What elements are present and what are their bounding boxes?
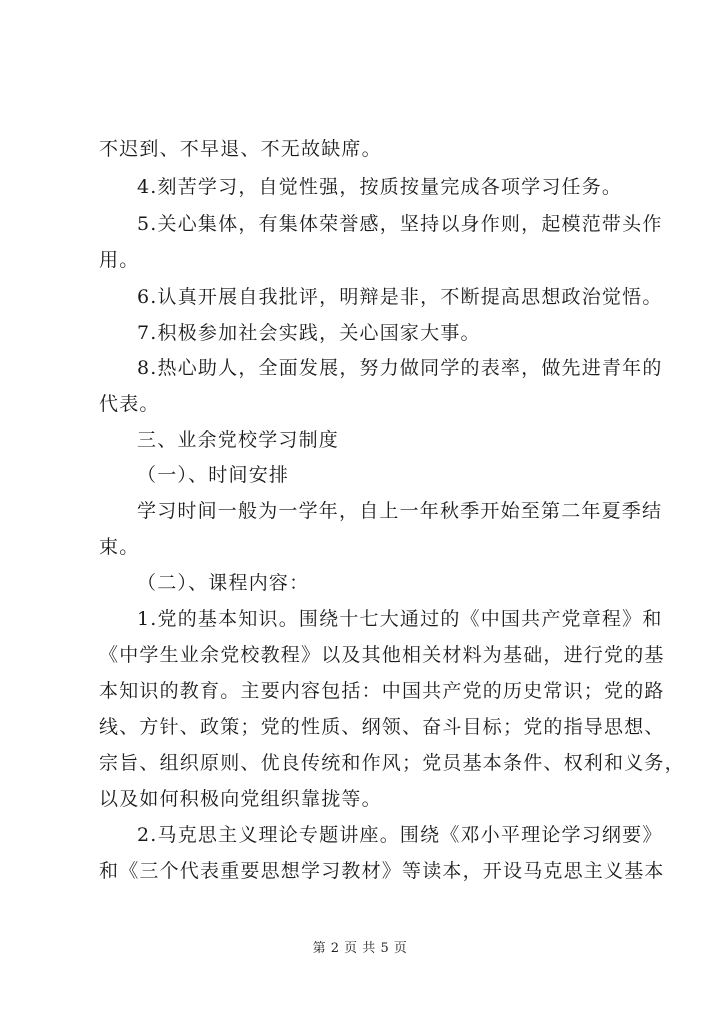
subsection-heading: （一）、时间安排 xyxy=(137,464,290,486)
text-line: 1.党的基本知识。围绕十七大通过的《中国共产党章程》和 xyxy=(137,608,663,630)
text-line: 本知识的教育。主要内容包括：中国共产党的历史常识；党的路 xyxy=(99,680,665,702)
text-line: 以及如何积极向党组织靠拢等。 xyxy=(99,788,382,810)
text-line: 不迟到、不早退、不无故缺席。 xyxy=(99,138,382,160)
text-line: 《中学生业余党校教程》以及其他相关材料为基础，进行党的基 xyxy=(99,644,665,666)
text-line: 和《三个代表重要思想学习教材》等读本，开设马克思主义基本 xyxy=(99,860,665,882)
text-line: 6.认真开展自我批评，明辩是非，不断提高思想政治觉悟。 xyxy=(137,286,663,308)
section-heading: 三、业余党校学习制度 xyxy=(137,429,340,451)
text-line: 学习时间一般为一学年，自上一年秋季开始至第二年夏季结 xyxy=(137,500,663,522)
text-line: 束。 xyxy=(99,536,140,558)
text-line: 2.马克思主义理论专题讲座。围绕《邓小平理论学习纲要》 xyxy=(137,824,663,846)
text-line: 用。 xyxy=(99,249,140,271)
text-line: 线、方针、政策；党的性质、纲领、奋斗目标；党的指导思想、 xyxy=(99,716,665,738)
text-line: 8.热心助人，全面发展，努力做同学的表率，做先进青年的 xyxy=(137,357,663,379)
text-line: 5.关心集体，有集体荣誉感，坚持以身作则，起模范带头作 xyxy=(137,213,663,235)
text-line: 4.刻苦学习，自觉性强，按质按量完成各项学习任务。 xyxy=(137,176,623,198)
text-line: 7.积极参加社会实践，关心国家大事。 xyxy=(137,322,481,344)
page-footer: 第 2 页 共 5 页 xyxy=(312,941,408,956)
text-line: 宗旨、组织原则、优良传统和作风；党员基本条件、权利和义务， xyxy=(99,752,685,774)
subsection-heading: （二）、课程内容： xyxy=(137,572,310,594)
text-line: 代表。 xyxy=(99,393,160,415)
